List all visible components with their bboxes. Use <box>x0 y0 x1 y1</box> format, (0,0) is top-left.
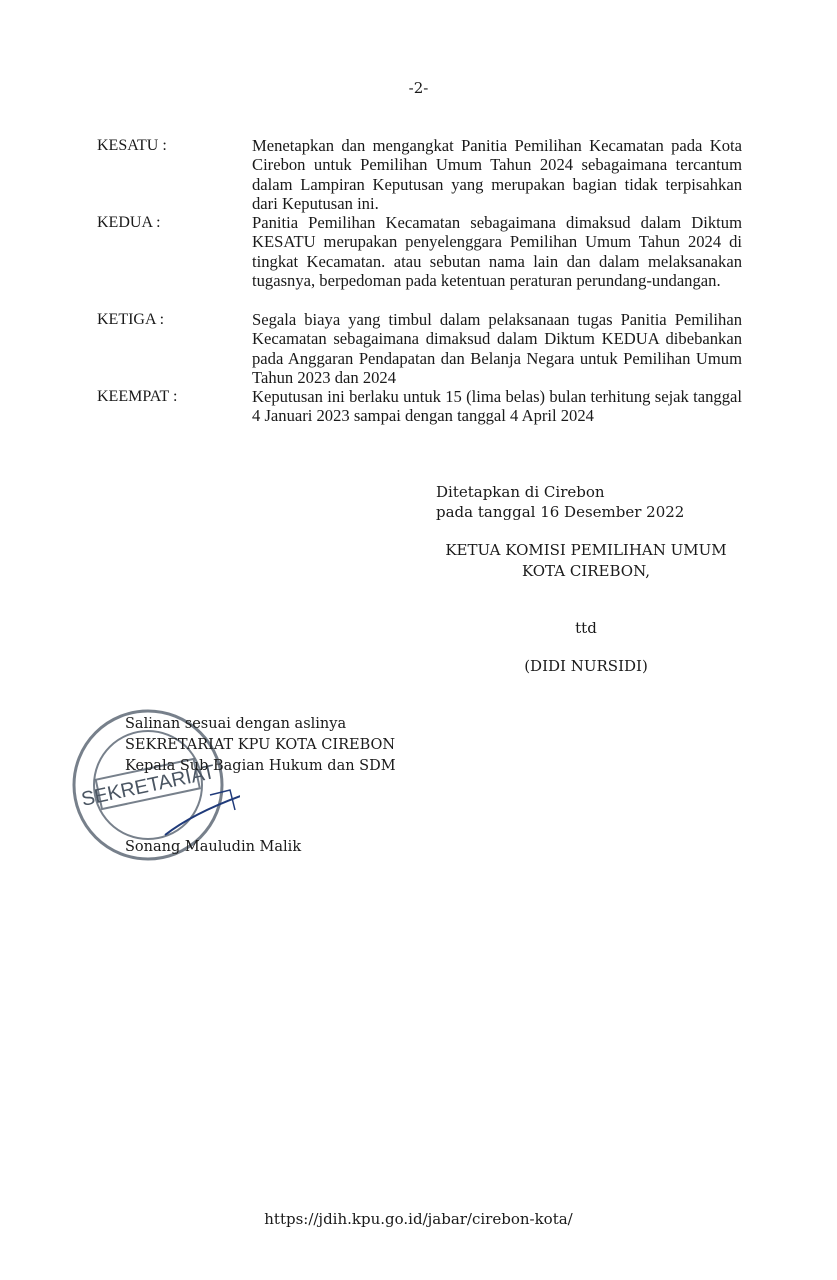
dictum-label: KEEMPAT : <box>97 388 178 405</box>
signature-title-1: KETUA KOMISI PEMILIHAN UMUM <box>445 541 727 559</box>
dictum-text: Menetapkan dan mengangkat Panitia Pemilihan Kecamatan pada Kota Cirebon untuk Pemilihan Umum Tahun 2024 sebagaimana tercantum dalam Lampiran Keputusan yang merupakan bagian tidak terpisahkan dari Keputusan ini. <box>252 136 742 214</box>
dictum-kesatu <box>97 136 742 214</box>
dictum-text: Panitia Pemilihan Kecamatan sebagaimana dimaksud dalam Diktum KESATU merupakan penyelenggara Pemilihan Umum Tahun 2024 di tingkat Kecamatan. atau sebutan nama lain dan dalam melaksanakan tugasnya, berpedoman pada ketentuan peraturan perundang-undangan. <box>252 213 742 291</box>
signature-date: pada tanggal 16 Desember 2022 <box>436 503 685 521</box>
stamp-text: SEKRETARIAT <box>79 761 217 811</box>
copy-line-3: Kepala Sub Bagian Hukum dan SDM <box>125 758 396 774</box>
dictum-text: Keputusan ini berlaku untuk 15 (lima belas) bulan terhitung sejak tanggal 4 Januari 2023 sampai dengan tanggal 4 April 2024 <box>252 387 742 426</box>
dictum-kedua <box>97 213 742 291</box>
dictum-label: KEDUA : <box>97 214 161 231</box>
dictum-label: KESATU : <box>97 137 167 154</box>
copy-line-1: Salinan sesuai dengan aslinya <box>125 716 347 732</box>
dictum-label: KETIGA : <box>97 311 165 328</box>
signature-title-2: KOTA CIREBON, <box>521 562 651 580</box>
copy-line-2: SEKRETARIAT KPU KOTA CIREBON <box>125 737 396 753</box>
dictum-text: Segala biaya yang timbul dalam pelaksanaan tugas Panitia Pemilihan Kecamatan sebagaimana dimaksud dalam Diktum KEDUA dibebankan pada Anggaran Pendapatan dan Belanja Negara untuk Pemilihan Umum Tahun 2023 dan 2024 <box>252 310 742 388</box>
signature-place: Ditetapkan di Cirebon <box>436 483 605 501</box>
signature-ttd: ttd <box>575 619 597 637</box>
footer-url[interactable]: https://jdih.kpu.go.id/jabar/cirebon-kota/ <box>264 1210 573 1228</box>
copy-signer-name: Sonang Mauludin Malik <box>125 839 302 855</box>
dictum-ketiga <box>97 310 742 388</box>
signature-name: (DIDI NURSIDI) <box>524 657 648 675</box>
page-number: -2- <box>408 79 429 97</box>
dictum-keempat <box>97 387 742 426</box>
